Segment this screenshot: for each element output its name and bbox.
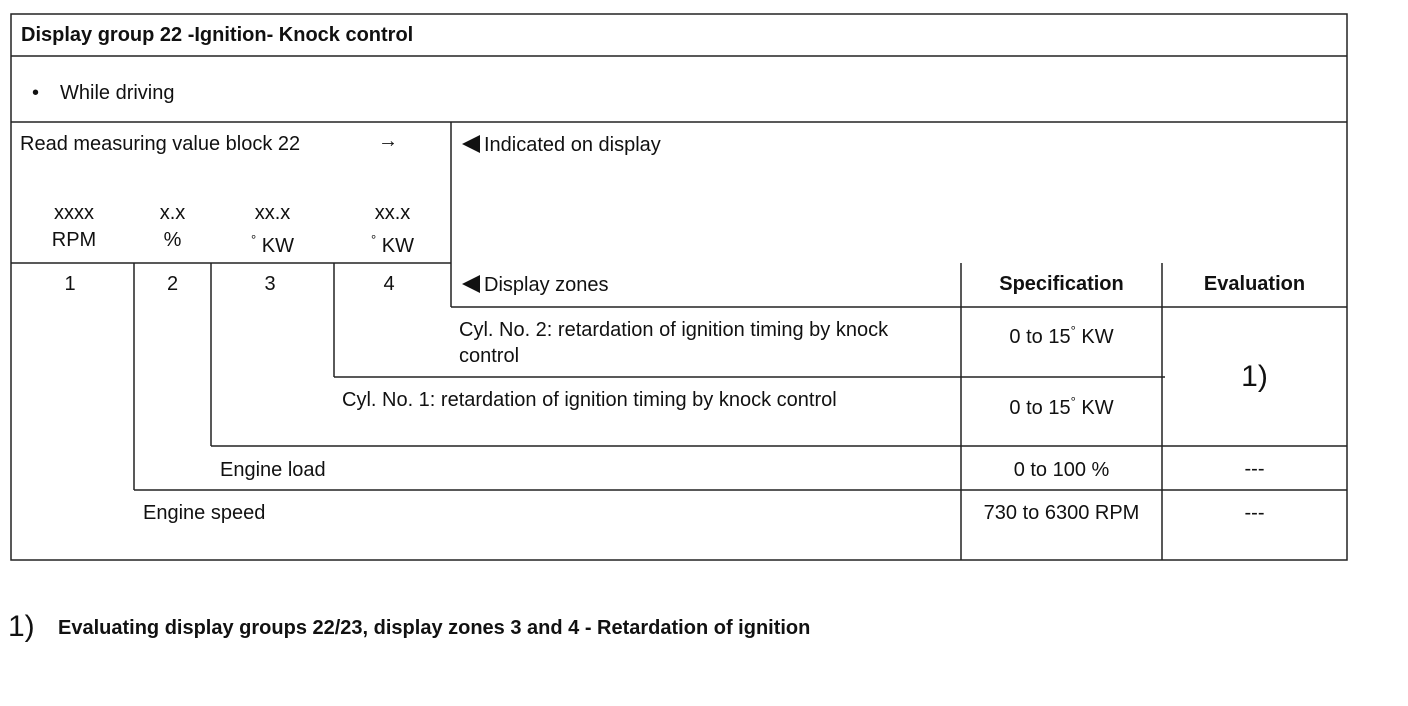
indicated-on-display [462,132,661,158]
page-title: Display group 22 -Ignition- Knock control [21,24,414,46]
row-cyl2-description: Cyl. No. 2: retardation of ignition timing by knock control [459,319,889,367]
condition-bullet: • [32,82,40,104]
row-engine-load-description: Engine load [220,459,326,481]
evaluation-header: Evaluation [1203,273,1306,295]
row-cyl1-description: Cyl. No. 1: retardation of ignition timing by knock control [342,389,837,411]
field-3-value: xx.x [254,202,291,224]
field-number-3: 3 [264,273,276,295]
row-engine-speed-description: Engine speed [143,502,266,524]
field-number-1: 1 [64,273,76,295]
right-arrow-icon: → [378,130,398,152]
footnote-text: Evaluating display groups 22/23, display zones 3 and 4 - Retardation of ignition [58,617,811,639]
footnote-marker: 1) [8,610,35,643]
field-1-unit: RPM [51,229,97,251]
row-engine-speed-evaluation: --- [1244,502,1265,524]
field-number-2: 2 [166,273,179,295]
field-3-unit: ° KW [251,232,294,257]
row-cyl2-spec: 0 to 15° KW [1009,323,1114,348]
read-block-label: Read measuring value block 22 [20,133,301,155]
indicated-label: Indicated on display [484,134,661,156]
field-2-unit: % [163,229,182,251]
degree-symbol: ° [251,232,257,247]
display-zones-label: Display zones [484,274,609,296]
field-4-unit: ° KW [371,232,414,257]
condition-text: While driving [60,82,175,104]
display-zones-header [462,272,609,298]
field-number-4: 4 [383,273,395,295]
evaluation-reference: 1) [1241,360,1268,393]
row-engine-load-evaluation: --- [1244,458,1265,480]
field-1-value: xxxx [54,202,94,224]
pointer-triangle-icon [462,135,480,153]
field-4-value: xx.x [374,202,411,224]
row-cyl1-spec: 0 to 15° KW [1009,394,1114,419]
pointer-triangle-icon [462,275,480,293]
row-engine-speed-spec: 730 to 6300 RPM [983,502,1140,524]
degree-symbol: ° [371,232,377,247]
specification-header: Specification [999,273,1124,295]
field-2-value: x.x [159,202,186,224]
row-engine-load-spec: 0 to 100 % [1013,459,1110,481]
